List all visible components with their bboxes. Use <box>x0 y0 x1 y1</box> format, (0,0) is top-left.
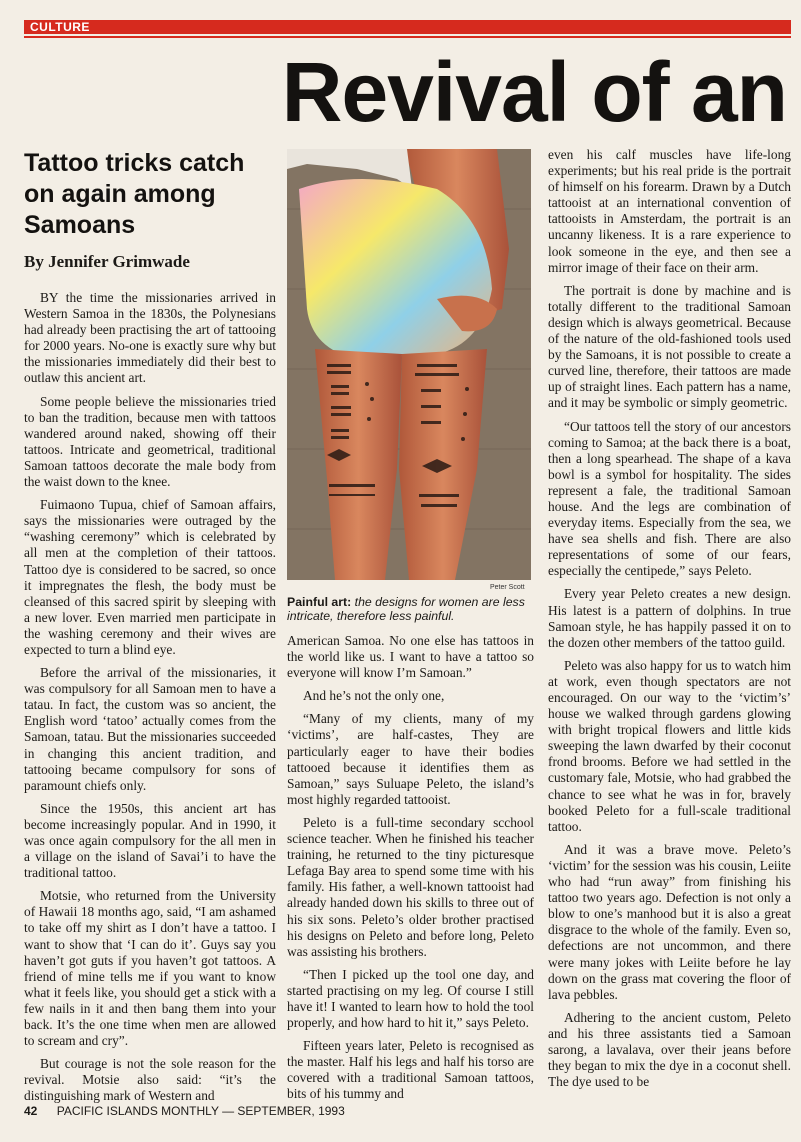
byline: By Jennifer Grimwade <box>24 252 190 271</box>
page-number: 42 <box>24 1104 38 1118</box>
photo-credit: Peter Scott <box>490 584 525 591</box>
paragraph: And he’s not the only one, <box>303 688 445 704</box>
paragraph: “Then I picked up the tool one day, and started practising on my leg. Of course I still have it! I wanted to learn how to hold the tool properly, and how hard to hit it,” says Peleto. <box>287 966 534 1031</box>
section-banner <box>24 20 791 34</box>
paragraph: even his calf muscles have life-long experiments; but his real pride is the portrait of himself on his forearm. Drawn by a Dutch tattooist at an international convention of tattooists in Amsterdam, the portrait is an uncanny likeness. It is a rare experience to look someone in the eye, and then see a mirror image of their face on their arm. <box>548 147 791 275</box>
paragraph: Peleto is a full-time secondary scchool science teacher. When he finished his teacher training, he returned to the tiny picturesque Lefaga Bay area to spend some time with his family. His father, a well-known tattooist had already handed down his skills to three out of his six sons. Peleto’s older brother practised his designs on Peleto and before long, Peleto was assisting his brothers. <box>287 814 534 959</box>
paragraph: “Our tattoos tell the story of our ancestors coming to Samoa; at the back there is a boat, then a long spearhead. The shape of a kava bowl is a symbol for hospitality. The sides represent a fale, the traditional Samoan house. And the legs are combination of everyday items. Especially from the sea, we have sea shells and fish. There are also representations of some of our fears, especially the centipede,” says Peleto. <box>548 418 791 579</box>
section-label: CULTURE <box>30 20 90 34</box>
paragraph: Since the 1950s, this ancient art has become increasingly popular. And in 1990, it was once again compulsory for the all men in a village on the island of Savai’i to have the traditional tattoo. <box>24 800 276 881</box>
paragraph: Fifteen years later, Peleto is recognised as the master. Half his legs and half his torso are covered with a traditional Samoan tattoos, bits of his tummy and <box>287 1038 534 1102</box>
paragraph: Motsie, who returned from the University of Hawaii 18 months ago, said, “I am ashamed to take off my shirt as I don’t have a tattoo. I want to show that ‘I can do it’. Guys say you haven’t got guts if you haven’t got tattoos. A friend of mine tells me if you want to know what it feels like, you should get a stick with a few nails in it and then bang them into your back. It’s the one time when men are allowed to scream and cry”. <box>24 888 276 1049</box>
publication-line: PACIFIC ISLANDS MONTHLY — SEPTEMBER, 1993 <box>56 1104 345 1118</box>
column-3 <box>548 147 791 1097</box>
tattoo-photo <box>287 149 531 580</box>
section-rule <box>24 36 791 38</box>
column-2 <box>287 633 534 1110</box>
paragraph: BY the time the missionaries arrived in Western Samoa in the 1830s, the Polynesians had already been practising the art of tattooing for 2000 years. No-one is exactly sure why but the missionaries immediately did their best to outlaw this ancient art. <box>24 290 276 386</box>
paragraph: “Many of my clients, many of my ‘victims’, are half-castes, They are particularly eager to have their bodies tattooed because it identifies them as Samoan,” says Suluape Peleto, the island’s most highly regarded tattooist. <box>287 711 534 807</box>
paragraph: Before the arrival of the missionaries, it was compulsory for all Samoan men to have a tatau. In fact, the custom was so ancient, the English word ‘tatoo’ actually comes from the Samoan, tatau. But the missionaries succeeded in changing this ancient tradition, and tattooing became compulsory for sons of paramount chiefs only. <box>24 665 276 793</box>
column-1 <box>24 290 276 1112</box>
paragraph: Some people believe the missionaries tried to ban the tradition, because men with tattoos wandered around naked, showing off their tattoos. Intricate and geometrical, traditional Samoan tattoos decorate the male body from the waist down to the knee. <box>24 393 276 490</box>
caption-text: the designs for women are less intricate, therefore less painful. <box>287 595 525 623</box>
paragraph: Adhering to the ancient custom, Peleto and his three assistants tied a Samoan sarong, a lavalava, over their jeans before they began to mix the dye in a coconut shell. The dye used to be <box>548 1009 791 1090</box>
headline: Revival of an <box>281 45 787 139</box>
photo-caption <box>287 595 535 623</box>
paragraph: American Samoa. No one else has tattoos in the world like us. I want to have a tattoo so everyone will know I’m Samoan.” <box>287 633 534 681</box>
paragraph: Every year Peleto creates a new design. His latest is a pattern of dolphins. In true Samoan style, he has happily passed it on to the dozen other members of the tattoo guild. <box>548 586 791 650</box>
paragraph: And it was a brave move. Peleto’s ‘victim’ for the session was his cousin, Leiite who had “run away” from finishing his tattoo two years ago. Defection is not only a blow to one’s manhood but it is also a great disgrace to the whole of the family. Even so, defections are not uncommon, and there were many jokes with Leiite before he lay down on the grass mat covering the floor of lava pebbles. <box>548 841 791 1002</box>
tattoo-legs-illustration <box>287 149 531 580</box>
paragraph: Fuimaono Tupua, chief of Samoan affairs, says the missionaries were outraged by the “washing ceremony” which is celebrated by all men at the completion of their tattoos. Tattoo dye is considered to be sacred, so once it impregnates the flesh, the body must be cleansed of this sacred spirit by sleeping with a new lover. Even married men participate in the washing ceremony and their wives are expected to turn a blind eye. <box>24 497 276 657</box>
paragraph: The portrait is done by machine and is totally different to the traditional Samoan design which is always geometrical. Because of the nature of the old-fashioned tools used by the Samoans, it is not possible to create a curved line, therefore, their tattoos are made up of straight lines. Each pattern has a name, and it may be symbolic or simply geometric. <box>548 282 791 411</box>
page-footer <box>24 1104 345 1118</box>
deck: Tattoo tricks catch on again among Samoans <box>24 149 245 239</box>
caption-lead: Painful art: <box>287 595 352 609</box>
paragraph: Peleto was also happy for us to watch him at work, even though spectators are not encouraged. On our way to the ‘victim’s’ house we walked through gardens glowing with bright tropical flowers and little kids sweeping the lawn dwarfed by their coconut frond brooms. Before we had settled in the customary fale, Motsie, who had grabbed the chance to see what he was in for, bravely booked Peleto for a full-scale traditional tattoo. <box>548 657 791 834</box>
paragraph: But courage is not the sole reason for the revival. Motsie also said: “it’s the distinguishing mark of Western and <box>24 1056 276 1104</box>
